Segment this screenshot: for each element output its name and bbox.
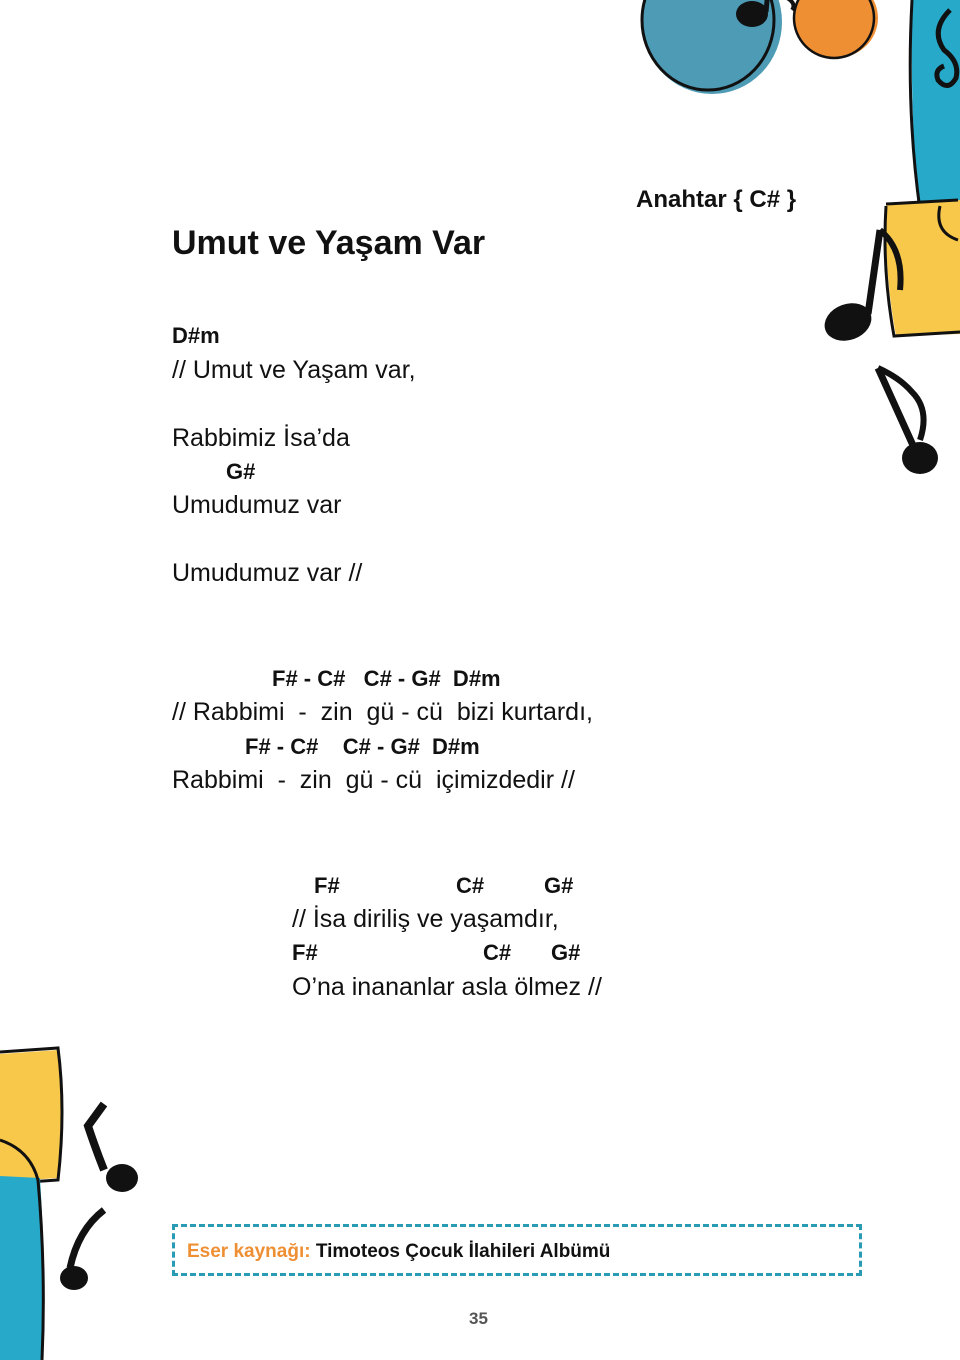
chord-line: F#: [292, 940, 318, 965]
yellow-square-shape: [0, 1048, 62, 1184]
lyric-line: O’na inananlar asla ölmez //: [292, 973, 602, 1001]
orange-circle-shape: [794, 0, 878, 58]
lyric-line: Umudumuz var: [172, 491, 342, 519]
source-text: [187, 1241, 610, 1263]
chord-line: F# - C# C# - G# D#m: [272, 666, 501, 691]
chord-line: G#: [551, 940, 581, 965]
page-number: 35: [469, 1309, 488, 1328]
chord-line: F#: [314, 873, 340, 898]
blue-strip-shape: [0, 1140, 44, 1360]
source-value: Timoteos Çocuk İlahileri Albümü: [315, 1241, 611, 1262]
chord-line: C#: [483, 940, 512, 965]
blue-strip-shape: [910, 0, 960, 212]
eighth-note-icon: [88, 1104, 138, 1192]
chord-line: F# - C# C# - G# D#m: [245, 734, 480, 759]
treble-clef-icon: [937, 10, 957, 86]
eighth-note-icon: [60, 1210, 104, 1290]
lyric-line: // Umut ve Yaşam var,: [172, 356, 416, 384]
lyric-line: Rabbimiz İsa’da: [172, 424, 350, 452]
chord-line: C#: [456, 873, 485, 898]
chord-line: G#: [544, 873, 574, 898]
key-signature: Anahtar { C# }: [636, 186, 797, 213]
song-title: Umut ve Yaşam Var: [172, 224, 486, 262]
lyric-line: // Rabbimi - zin gü - cü bizi kurtardı,: [172, 698, 593, 726]
eighth-note-icon: [878, 368, 938, 474]
yellow-square-shape: [885, 200, 960, 336]
eighth-note-icon: [736, 0, 794, 27]
chord-line: D#m: [172, 323, 220, 348]
teal-circle-shape: [642, 0, 782, 94]
lyric-line: Rabbimi - zin gü - cü içimizdedir //: [172, 766, 575, 794]
lyric-line: Umudumuz var //: [172, 559, 363, 587]
eighth-note-icon: [819, 230, 900, 347]
source-label: Eser kaynağı:: [187, 1241, 311, 1262]
lyric-line: // İsa diriliş ve yaşamdır,: [292, 905, 559, 933]
chord-line: G#: [226, 459, 256, 484]
source-box: [172, 1224, 862, 1276]
